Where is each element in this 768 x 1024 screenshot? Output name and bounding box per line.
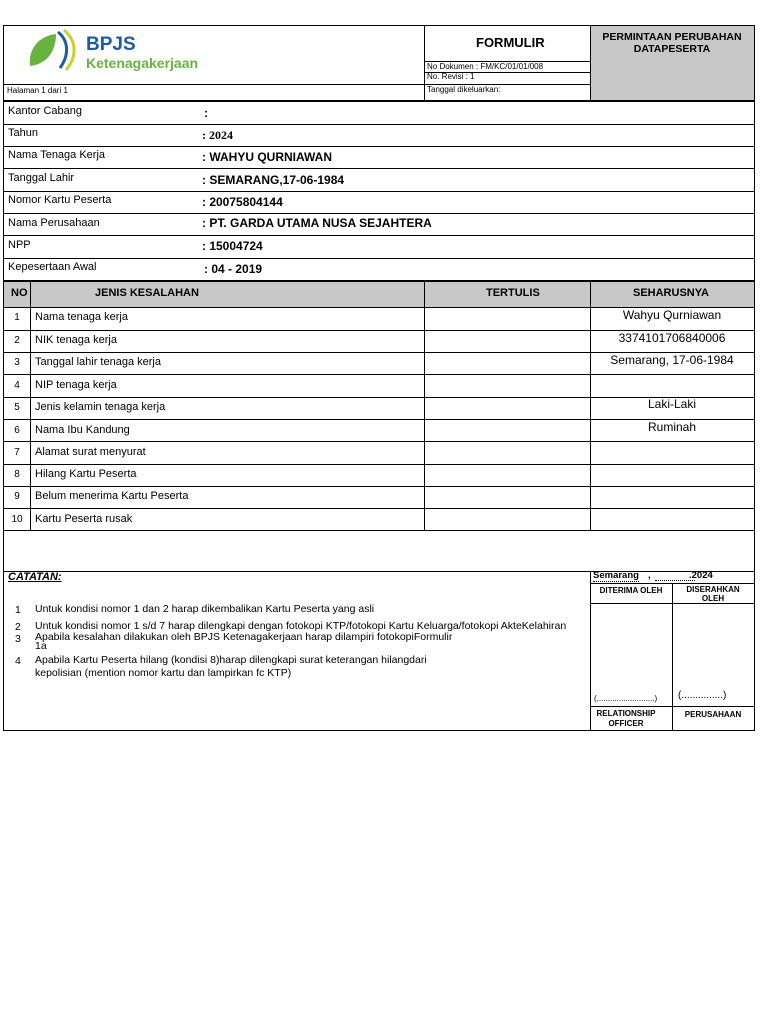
- row-jenis: NIP tenaga kerja: [35, 379, 117, 391]
- note-text-continued: 1a: [35, 640, 47, 652]
- role-left-line2: OFFICER: [608, 719, 644, 728]
- field-value: :: [204, 106, 208, 120]
- row-no: 1: [14, 312, 20, 323]
- field-rule: [3, 146, 755, 147]
- row-no: 10: [11, 514, 23, 525]
- table-rule: [3, 486, 755, 487]
- note-number: 4: [15, 655, 21, 667]
- notes-title: CATATAN:: [8, 571, 62, 583]
- sign-divider: [672, 583, 673, 731]
- table-rule: [3, 441, 755, 442]
- handed-by-line1: DISERAHKAN: [686, 585, 740, 594]
- field-label: Nomor Kartu Peserta: [8, 194, 112, 206]
- row-jenis: Hilang Kartu Peserta: [35, 468, 137, 480]
- sign-place: Semarang: [593, 570, 639, 581]
- row-no: 4: [14, 380, 20, 391]
- row-no: 3: [14, 357, 20, 368]
- logo-main-text: BPJS: [86, 34, 136, 55]
- table-rule: [3, 374, 755, 375]
- field-rule: [3, 168, 755, 169]
- field-label: Kepesertaan Awal: [8, 261, 97, 273]
- col-header-seharusnya: SEHARUSNYA: [633, 287, 710, 299]
- row-seharusnya: 3374101706840006: [618, 331, 726, 345]
- field-value: : 20075804144: [202, 195, 283, 209]
- sign-rule: [590, 603, 755, 604]
- header-divider-1: [424, 25, 425, 101]
- logo-sub-text: Ketenagakerjaan: [86, 55, 199, 71]
- bpjs-logo-mark-icon: [26, 28, 82, 74]
- row-jenis: NIK tenaga kerja: [35, 334, 117, 346]
- note-text: Untuk kondisi nomor 1 s/d 7 harap dilengkapi dengan fotokopi KTP/fotokopi Kartu Keluarga/fotokopi AkteKelahiran: [35, 620, 567, 632]
- form-label: FORMULIR: [476, 35, 545, 50]
- spacer-box: [3, 530, 755, 572]
- row-jenis: Kartu Peserta rusak: [35, 513, 133, 525]
- field-value: : 15004724: [202, 239, 263, 253]
- doc-number: No Dokumen : FM/KC/01/01/008: [427, 62, 544, 71]
- handed-by-label: [672, 585, 754, 603]
- page-number: Halaman 1 dari 1: [7, 86, 68, 95]
- field-label: NPP: [8, 239, 31, 251]
- signature-blank-right: (...............): [678, 690, 727, 701]
- header-rule-bottom: [3, 84, 590, 85]
- notes-box: [3, 571, 755, 731]
- note-text: Untuk kondisi nomor 1 dan 2 harap dikembalikan Kartu Peserta yang asli: [35, 603, 375, 615]
- role-left-line1: RELATIONSHIP: [596, 709, 656, 718]
- sign-rule: [590, 706, 755, 707]
- table-rule: [3, 464, 755, 465]
- field-label: Tanggal Lahir: [8, 172, 75, 184]
- row-no: 6: [14, 425, 20, 436]
- sign-rule: [590, 583, 755, 584]
- note-number: 1: [15, 604, 21, 616]
- row-jenis: Jenis kelamin tenaga kerja: [35, 401, 166, 413]
- col-header-tertulis: TERTULIS: [486, 287, 540, 299]
- note-text: Apabila kesalahan dilakukan oleh BPJS Ketenagakerjaan harap dilampiri fotokopiFormulir: [35, 631, 453, 643]
- role-left-label: [590, 709, 662, 729]
- field-value: : 04 - 2019: [204, 262, 263, 276]
- issue-date-label: Tanggal dikeluarkan:: [427, 85, 501, 94]
- row-no: 7: [14, 447, 20, 458]
- row-jenis: Alamat surat menyurat: [35, 446, 146, 458]
- row-no: 8: [14, 469, 20, 480]
- field-rule: [3, 191, 755, 192]
- row-jenis: Belum menerima Kartu Peserta: [35, 490, 189, 502]
- revision-number: No. Revisi : 1: [427, 72, 475, 81]
- field-value: : SEMARANG,17-06-1984: [202, 173, 345, 187]
- bpjs-logo: [26, 28, 226, 76]
- field-label: Nama Tenaga Kerja: [8, 149, 106, 161]
- row-seharusnya: Wahyu Qurniawan: [622, 308, 722, 322]
- notes-divider: [590, 571, 591, 731]
- row-jenis: Nama tenaga kerja: [35, 311, 128, 323]
- sign-comma: ,: [648, 570, 651, 581]
- field-value: : WAHYU QURNIAWAN: [202, 150, 332, 164]
- note-text: Apabila Kartu Peserta hilang (kondisi 8)harap dilengkapi surat keterangan hilangdari: [35, 654, 427, 666]
- field-label: Kantor Cabang: [8, 105, 82, 117]
- table-col-rule: [424, 281, 425, 531]
- row-jenis: Tanggal lahir tenaga kerja: [35, 356, 161, 368]
- note-number: 2: [15, 621, 21, 633]
- row-seharusnya: Ruminah: [647, 420, 697, 434]
- table-col-rule: [30, 281, 31, 531]
- row-seharusnya: Laki-Laki: [647, 397, 697, 411]
- field-rule: [3, 213, 755, 214]
- col-header-no: NO: [11, 287, 28, 299]
- row-no: 2: [14, 335, 20, 346]
- field-label: Tahun: [8, 127, 38, 139]
- col-header-jenis: JENIS KESALAHAN: [95, 287, 199, 299]
- received-by-label: DITERIMA OLEH: [599, 586, 663, 595]
- signature-blank-left: (..........................): [594, 694, 658, 703]
- field-label: Nama Perusahaan: [8, 217, 100, 229]
- handed-by-line2: OLEH: [701, 594, 725, 603]
- field-rule: [3, 235, 755, 236]
- field-value: : PT. GARDA UTAMA NUSA SEJAHTERA: [202, 216, 432, 230]
- row-seharusnya: Semarang, 17-06-1984: [610, 353, 734, 367]
- form-title-line1: PERMINTAAN PERUBAHAN: [602, 31, 742, 43]
- form-title: [590, 31, 754, 55]
- field-rule: [3, 258, 755, 259]
- row-no: 9: [14, 491, 20, 502]
- form-title-line2: DATAPESERTA: [633, 43, 711, 55]
- note-number: 3: [15, 633, 21, 645]
- field-rule: [3, 124, 755, 125]
- sign-year: .2024: [689, 570, 713, 581]
- row-no: 5: [14, 402, 20, 413]
- role-right-label: PERUSAHAAN: [684, 710, 742, 719]
- table-rule: [3, 508, 755, 509]
- note-text-continued: kepolisian (mention nomor kartu dan lampirkan fc KTP): [35, 667, 292, 679]
- field-value: : 2024: [202, 128, 233, 142]
- row-jenis: Nama Ibu Kandung: [35, 424, 130, 436]
